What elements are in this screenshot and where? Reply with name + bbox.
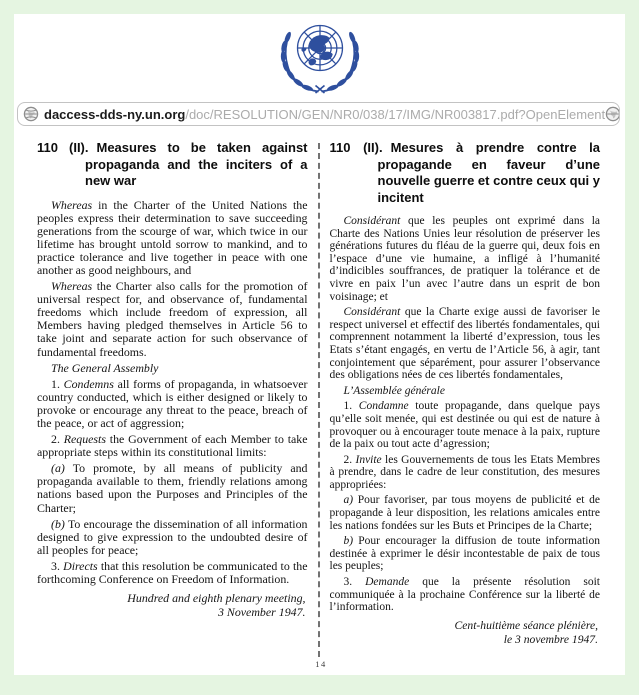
resolution-title: Mesures à prendre contre la propagande en faveur d’une nouvelle guerre et contre ceux qui y incitent [377,140,601,205]
paragraph: 1. Condamne toute propagande, dans quelque pays qu’elle soit menée, qui est destinée ou qui est de nature à provoquer ou à encourager toute menace à la paix, rupture de la paix ou tout acte d’agression; [329,400,601,451]
paragraph: Considérant que les peuples ont exprimé dans la Charte des Nations Unies leur résolution de préserver les générations futures du fléau de la guerre qui, deux fois en l’espace d’une vie humaine, a infligé à l’humanité d’indicibles souffrances, de pratiquer la tolérance et de vivre en paix l’un avec l’autre dans un esprit de bon voisinage; et [329,215,600,303]
paragraph: Whereas the Charter also calls for the promotion of universal respect for, and observance of, fundamental freedoms which include freedom of expression, all Members having pledged themselves in Article 56 to take joint and separate action for such observance of fundamental freedoms. [37,279,308,359]
column-english [37,140,308,647]
resolution-heading-en [37,140,308,190]
paragraph: Considérant que la Charte exige aussi de favoriser le respect universel et effectif des libertés fondamentales, qui comprennent notamment la liberté d’expression, tous les Etats s’étant engagés, en vertu de l’Article 56, à agir, tant conjointement que séparément, pour assurer l’observance des obligations nées de ces libertés fondamentales, [329,306,600,382]
un-emblem-icon [275,18,365,96]
column-divider-line [318,143,320,657]
resolution-title: Measures to be taken against propaganda and the inciters of a new war [85,140,308,188]
meeting-line: Hundred and eighth plenary meeting, [127,591,306,606]
meeting-date: 3 November 1947. [217,605,306,620]
paragraph: (b) To encourage the dissemination of all information designed to give expression to the undoubted desire of all peoples for peace; [37,516,308,557]
pdf-document [14,135,625,669]
paragraph: 2. Invite les Gouvernements de tous les Etats Membres à prendre, dans le cadre de leur constitution, des mesures appropriées: [329,453,600,491]
paragraph: Whereas in the Charter of the United Nations the peoples express their determination to save succeeding generations from the scourge of war, which twice in our lifetime has brought untold sorrow to mankind, and to practice tolerance and live together in peace with one another as good neighbours, and [37,197,308,277]
paragraph: (a) To promote, by all means of publicity and propaganda available to them, friendly relations among nations based upon the Purposes and Principles of the Charter; [37,461,308,515]
globe-icon [605,106,620,122]
logo-row [14,14,625,102]
meeting-footer-fr [330,619,601,647]
url-text [44,107,605,122]
paragraph: The General Assembly [51,360,159,375]
paragraph: 3. Directs that this resolution be communicated to the forthcoming Conference on Freedom of Information. [37,558,308,587]
resolution-heading-fr [330,140,601,206]
url-path: /doc/RESOLUTION/GEN/NR0/038/17/IMG/NR003817.pdf?OpenElement [185,106,606,122]
url-domain: daccess-dds-ny.un.org [44,106,186,122]
page-number: 14 [315,659,327,669]
paragraph: 1. Condemns all forms of propaganda, in whatsoever country conducted, which is either designed or likely to provoke or encourage any threat to the peace, breach of the peace, or act of aggression; [37,376,308,430]
paragraph: 2. Requests the Government of each Member to take appropriate steps within its constitutional limits: [37,432,308,460]
column-french [330,140,601,647]
resolution-number: 110 (II). [37,140,89,155]
page-content [14,14,625,675]
meeting-line: Cent-huitième séance plénière, [454,618,598,632]
paragraph: 3. Demande que la présente résolution soit communiquée à la prochaine Conférence sur la liberté de l’information. [329,576,601,614]
url-bar[interactable] [17,102,620,126]
paragraph: b) Pour encourager la diffusion de toute information destinée à exprimer le désir incontestable de paix de tous les peuples; [329,535,600,573]
paragraph: a) Pour favoriser, par tous moyens de publicité et de propagande à leur disposition, les relations amicales entre les nations fondées sur les Buts et Principes de la Charte; [329,494,600,532]
meeting-date: le 3 novembre 1947. [503,632,598,646]
resolution-number: 110 (II). [329,140,383,155]
paragraph: L’Assemblée générale [343,384,445,397]
globe-icon [23,106,39,122]
meeting-footer-en [37,591,308,619]
